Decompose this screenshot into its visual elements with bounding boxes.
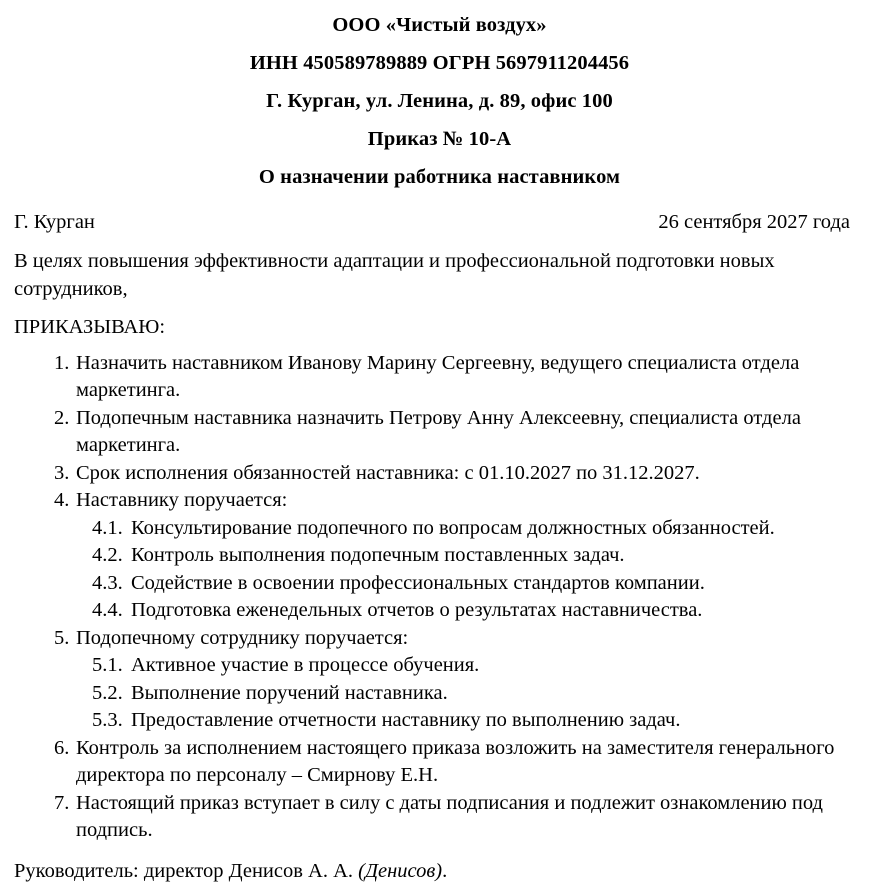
sub-items-list bbox=[76, 652, 865, 735]
list-item bbox=[14, 790, 865, 845]
list-item-number: 4. bbox=[54, 487, 84, 515]
list-item bbox=[14, 735, 865, 790]
list-item-number: 2. bbox=[54, 405, 84, 433]
date-label: 26 сентября 2027 года bbox=[658, 205, 850, 239]
list-item bbox=[14, 350, 865, 405]
list-item bbox=[14, 405, 865, 460]
sub-list-item bbox=[76, 597, 865, 625]
order-subject: О назначении работника наставником bbox=[14, 158, 865, 196]
list-item-number: 7. bbox=[54, 790, 84, 818]
sub-list-item-number: 4.4. bbox=[92, 597, 123, 625]
sub-list-item-text: Выполнение поручений наставника. bbox=[131, 682, 448, 704]
signature-line bbox=[14, 858, 865, 885]
signature-suffix: . bbox=[442, 860, 447, 882]
sub-list-item-text: Содействие в освоении профессиональных стандартов компании. bbox=[131, 572, 705, 594]
company-registration-numbers: ИНН 450589789889 ОГРН 5697911204456 bbox=[14, 44, 865, 82]
sub-list-item-text: Активное участие в процессе обучения. bbox=[131, 654, 479, 676]
preamble-paragraph: В целях повышения эффективности адаптации и профессиональной подготовки новых сотрудников, bbox=[14, 248, 865, 303]
list-item-number: 5. bbox=[54, 625, 84, 653]
sub-list-item-number: 4.1. bbox=[92, 515, 123, 543]
signature-transcript: (Денисов) bbox=[358, 860, 442, 882]
sub-list-item-number: 4.3. bbox=[92, 570, 123, 598]
signature-prefix: Руководитель: директор Денисов А. А. bbox=[14, 860, 358, 882]
sub-list-item bbox=[76, 542, 865, 570]
sub-list-item-text: Консультирование подопечного по вопросам должностных обязанностей. bbox=[131, 517, 775, 539]
list-item-text: Подопечному сотруднику поручается: bbox=[76, 625, 865, 653]
sub-list-item-number: 5.1. bbox=[92, 652, 123, 680]
list-item-text: Подопечным наставника назначить Петрову Анну Алексеевну, специалиста отдела маркетинга. bbox=[76, 405, 865, 460]
sub-list-item-number: 5.2. bbox=[92, 680, 123, 708]
list-item bbox=[14, 625, 865, 735]
sub-list-item-text: Подготовка еженедельных отчетов о результатах наставничества. bbox=[131, 599, 702, 621]
list-item-text: Срок исполнения обязанностей наставника: с 01.10.2027 по 31.12.2027. bbox=[76, 460, 865, 488]
list-item-text: Назначить наставником Иванову Марину Сергеевну, ведущего специалиста отдела маркетинга. bbox=[76, 350, 865, 405]
sub-list-item-number: 5.3. bbox=[92, 707, 123, 735]
sub-items-list bbox=[76, 515, 865, 625]
sub-list-item-text: Предоставление отчетности наставнику по выполнению задач. bbox=[131, 709, 681, 731]
sub-list-item bbox=[76, 515, 865, 543]
list-item bbox=[14, 460, 865, 488]
city-date-row bbox=[14, 205, 865, 239]
sub-list-item-text: Контроль выполнения подопечным поставленных задач. bbox=[131, 544, 625, 566]
sub-list-item bbox=[76, 652, 865, 680]
sub-list-item bbox=[76, 680, 865, 708]
order-items-list bbox=[14, 350, 865, 845]
company-name: ООО «Чистый воздух» bbox=[14, 6, 865, 44]
company-address: Г. Курган, ул. Ленина, д. 89, офис 100 bbox=[14, 82, 865, 120]
sub-list-item bbox=[76, 570, 865, 598]
list-item-text: Наставнику поручается: bbox=[76, 487, 865, 515]
list-item-number: 3. bbox=[54, 460, 84, 488]
command-word: ПРИКАЗЫВАЮ: bbox=[14, 314, 865, 342]
list-item-number: 6. bbox=[54, 735, 84, 763]
sub-list-item-number: 4.2. bbox=[92, 542, 123, 570]
list-item bbox=[14, 487, 865, 625]
sub-list-item bbox=[76, 707, 865, 735]
city-label: Г. Курган bbox=[14, 205, 95, 239]
list-item-number: 1. bbox=[54, 350, 84, 378]
list-item-text: Контроль за исполнением настоящего приказа возложить на заместителя генерального директора по персоналу – Смирнову Е.Н. bbox=[76, 735, 865, 790]
order-number: Приказ № 10-А bbox=[14, 120, 865, 158]
document-header bbox=[14, 6, 865, 196]
list-item-text: Настоящий приказ вступает в силу с даты подписания и подлежит ознакомлению под подпись. bbox=[76, 790, 865, 845]
